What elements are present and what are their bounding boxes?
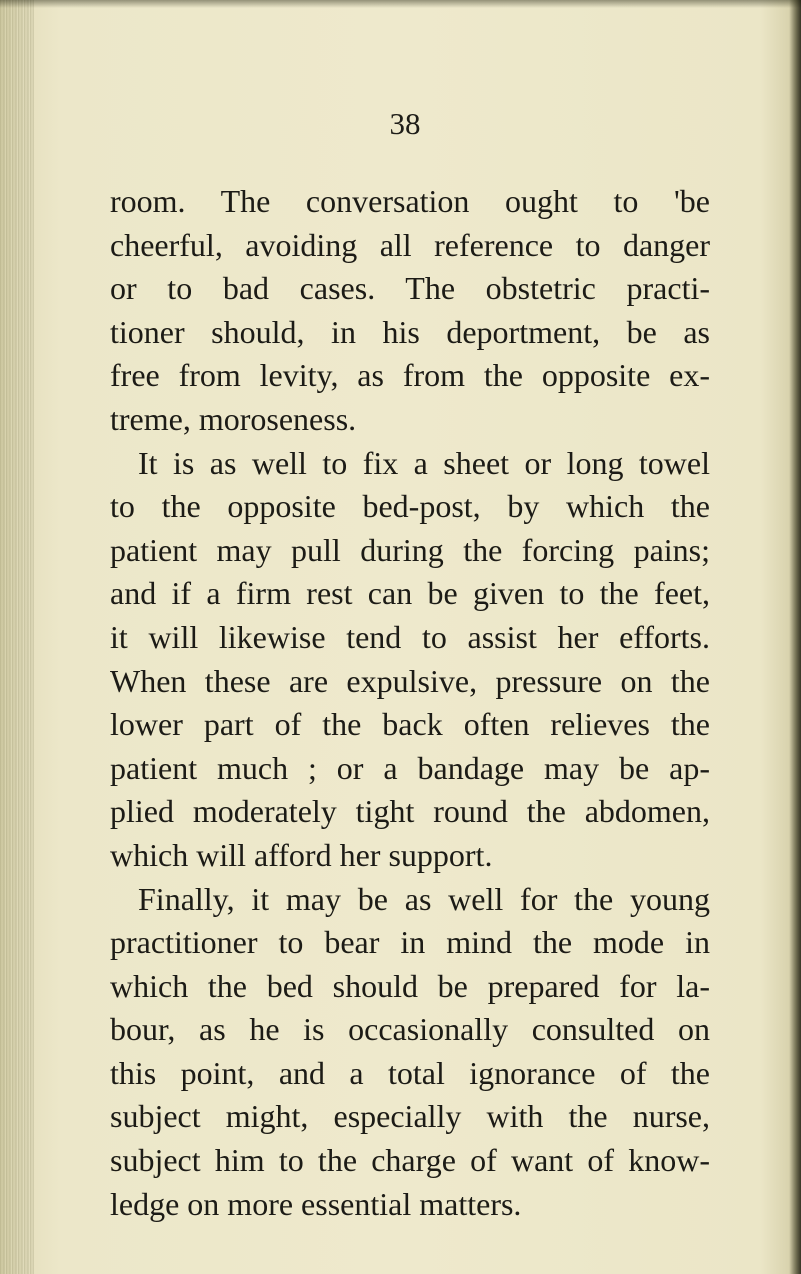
text-line: patient may pull during the forcing pains; bbox=[110, 531, 710, 568]
text-line: it will likewise tend to assist her efforts. bbox=[110, 618, 710, 655]
text-line: this point, and a total ignorance of the bbox=[110, 1054, 710, 1091]
page-top-edge bbox=[0, 0, 801, 8]
text-line: ledge on more essential matters. bbox=[110, 1185, 522, 1222]
text-line: subject might, especially with the nurse, bbox=[110, 1098, 710, 1135]
text-line: free from levity, as from the opposite ex- bbox=[110, 357, 710, 394]
text-line: cheerful, avoiding all reference to danger bbox=[110, 226, 710, 263]
text-line: and if a firm rest can be given to the feet, bbox=[110, 575, 710, 612]
text-line: room. The conversation ought to 'be bbox=[110, 183, 710, 219]
text-line: bour, as he is occasionally consulted on bbox=[110, 1011, 710, 1048]
page-right-edge bbox=[789, 0, 801, 1274]
body-text bbox=[110, 180, 710, 1226]
text-line: or to bad cases. The obstetric practi- bbox=[110, 270, 710, 307]
text-line: practitioner to bear in mind the mode in bbox=[110, 924, 710, 961]
text-line: plied moderately tight round the abdomen, bbox=[110, 793, 710, 830]
text-line: Finally, it may be as well for the young bbox=[138, 880, 710, 917]
text-line: subject him to the charge of want of know- bbox=[110, 1142, 710, 1179]
binding-shadow bbox=[0, 0, 34, 1274]
text-line: patient much ; or a bandage may be ap- bbox=[110, 749, 710, 786]
text-line: to the opposite bed-post, by which the bbox=[110, 488, 710, 525]
text-line: When these are expulsive, pressure on the bbox=[110, 662, 710, 699]
text-line: which the bed should be prepared for la- bbox=[110, 967, 710, 1004]
page-number: 38 bbox=[389, 106, 421, 141]
text-line: treme, moroseness. bbox=[110, 400, 357, 437]
text-line: which will afford her support. bbox=[110, 836, 493, 873]
text-line: tioner should, in his deportment, be as bbox=[110, 313, 710, 350]
text-line: It is as well to fix a sheet or long towel bbox=[138, 444, 710, 481]
text-line: lower part of the back often relieves the bbox=[110, 706, 710, 743]
